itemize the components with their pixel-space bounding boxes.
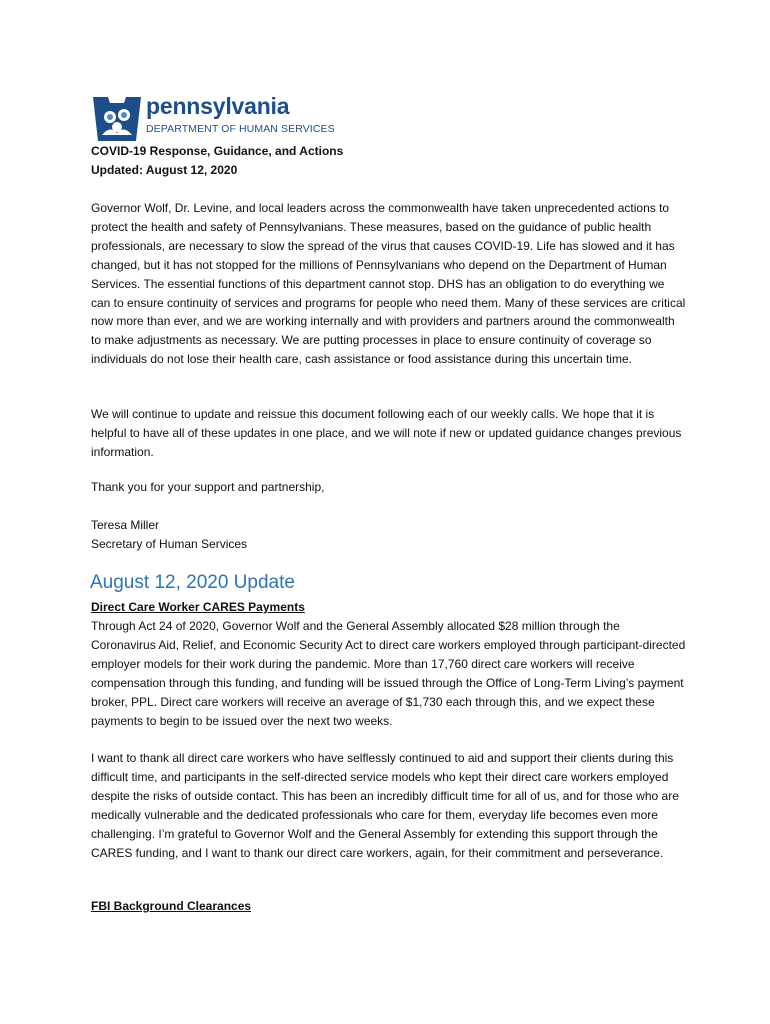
cares-paragraph-2: I want to thank all direct care workers who have selflessly continued to aid and support their clients during this difficult time, and participants in the self-directed service models who kept their direct care workers employed despite the risks of outside contact. This has been an incredibly difficult time for all of us, and for those who are medically vulnerable and the dedicated professionals who care for them, everyday life becomes even more challenging. I’m grateful to Governor Wolf and the General Assembly for extending this support through the CARES funding, and I want to thank our direct care workers, again, for their commitment and perseverance.: [91, 751, 679, 860]
cares-paragraph-1: Through Act 24 of 2020, Governor Wolf and the General Assembly allocated $28 million through the Coronavirus Aid, Relief, and Economic Security Act to direct care workers employed through participant-directed employer models for their work during the pandemic. More than 17,760 direct care workers will receive compensation through this funding, and funding will be issued through the Office of Long-Term Living’s payment broker, PPL. Direct care workers will receive an average of $1,730 each through this, and we expect these payments to begin to be issued over the next two weeks.: [91, 619, 686, 728]
section-heading-fbi-clearances: FBI Background Clearances: [91, 899, 252, 913]
pa-dhs-logo: [90, 93, 335, 145]
section-heading-cares-payments: Direct Care Worker CARES Payments: [91, 600, 305, 614]
thanks-line: Thank you for your support and partnership,: [91, 480, 325, 494]
keystone-family-icon: [90, 95, 144, 145]
logo-department-name: DEPARTMENT OF HUMAN SERVICES: [146, 123, 335, 135]
logo-wordmark: pennsylvania: [146, 93, 290, 119]
intro-paragraph-2: We will continue to update and reissue this document following each of our weekly calls. We hope that it is helpful to have all of these updates in one place, and we will note if new or updated guidance changes previous information.: [91, 407, 682, 459]
intro-paragraph-1: Governor Wolf, Dr. Levine, and local leaders across the commonwealth have taken unprecedented actions to protect the health and safety of Pennsylvanians. These measures, based on the guidance of public health professionals, are necessary to slow the spread of the virus that causes COVID-19. Life has slowed and it has changed, but it has not stopped for the millions of Pennsylvanians who depend on the Department of Human Services. The essential functions of this department cannot stop. DHS has an obligation to do everything we can to ensure continuity of services and programs for people who need them. Many of these services are critical now more than ever, and we are working internally and with providers and partners around the commonwealth to make adjustments as necessary. We are putting processes in place to ensure continuity of coverage so individuals do not lose their health care, cash assistance or food assistance during this uncertain time.: [91, 201, 686, 367]
signer-name: Teresa Miller: [91, 518, 160, 532]
document-title: COVID-19 Response, Guidance, and Actions: [91, 144, 344, 158]
signer-title: Secretary of Human Services: [91, 537, 248, 551]
update-section-title: August 12, 2020 Update: [90, 572, 295, 593]
updated-date: Updated: August 12, 2020: [91, 163, 238, 177]
